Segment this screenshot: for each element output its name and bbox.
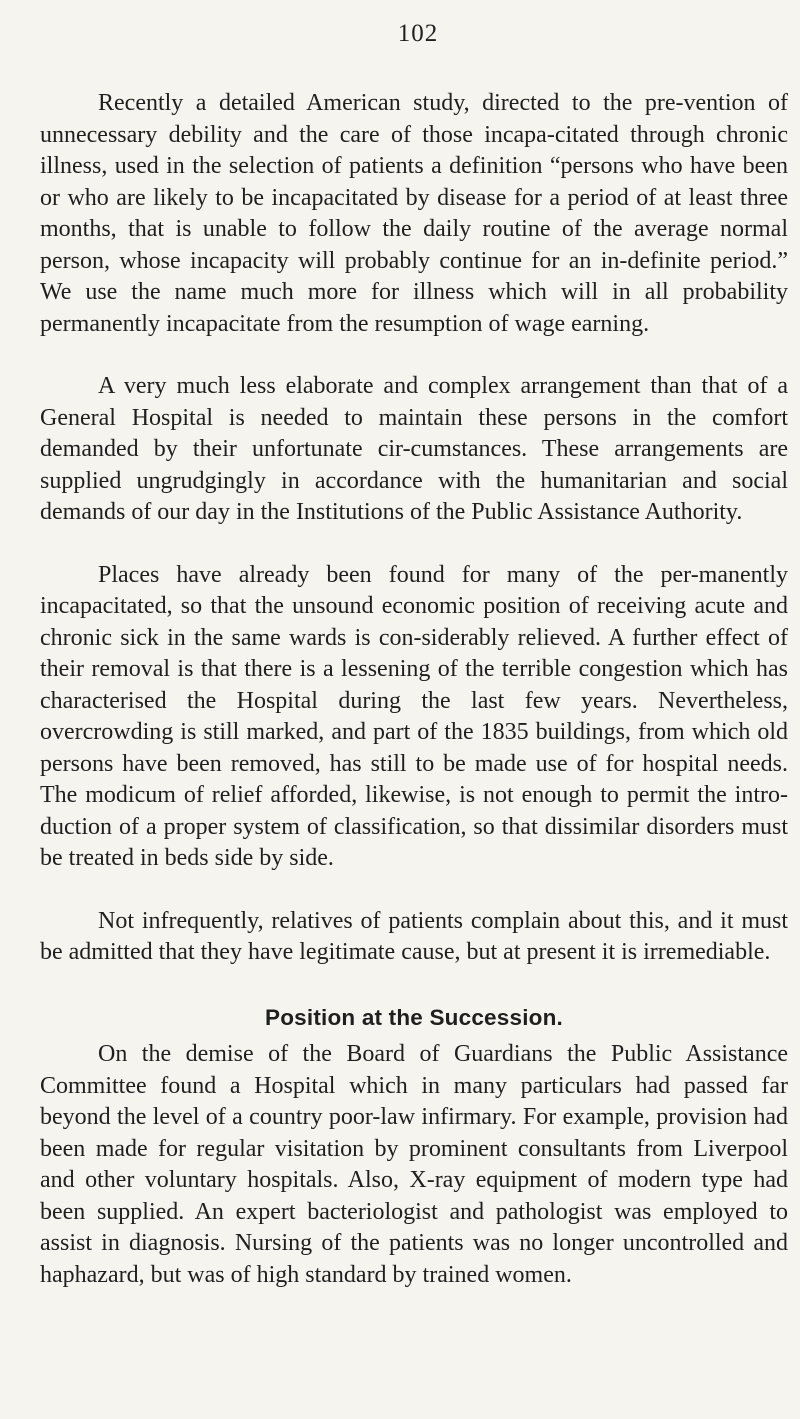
paragraph-1: Recently a detailed American study, directed to the pre-vention of unnecessary debility and the care of those incapa-citated through chronic illness, used in the selection of patients a definition “persons who have been or who are likely to be incapacitated by disease for a period of at least three months, that is unable to follow the daily routine of the average normal person, whose incapacity will probably continue for an in-definite period.” We use the name much more for illness which will in all probability permanently incapacitate from the resumption of wage earning. [40,90,788,337]
section-paragraph-1: On the demise of the Board of Guardians the Public Assistance Committee found a Hospital which in many particulars had passed far beyond the level of a country poor-law infirmary. For example, provision had been made for regular visitation by prominent consultants from Liverpool and other voluntary hospitals. Also, X-ray equipment of modern type had been supplied. An expert bacteriologist and pathologist was employed to assist in diagnosis. Nursing of the patients was no longer uncontrolled and haphazard, but was of high standard by trained women. [40,1041,788,1288]
page-number: 102 [397,20,439,47]
page-text [40,88,788,1291]
paragraph-2: A very much less elaborate and complex arrangement than that of a General Hospital is needed to maintain these persons in the comfort demanded by their unfortunate cir-cumstances. These arrangements are supplied ungrudgingly in accordance with the humanitarian and social demands of our day in the Institutions of the Public Assistance Authority. [40,373,788,525]
document-page [40,0,796,1419]
paragraph-4: Not infrequently, relatives of patients complain about this, and it must be admitted that they have legitimate cause, but at present it is irremediable. [40,907,788,965]
paragraph-3: Places have already been found for many of the per-manently incapacitated, so that the unsound economic position of receiving acute and chronic sick in the same wards is con-siderably relieved. A further effect of their removal is that there is a lessening of the terrible congestion which has characterised the Hospital during the last few years. Nevertheless, overcrowding is still marked, and part of the 1835 buildings, from which old persons have been removed, has still to be made use of for hospital needs. The modicum of relief afforded, likewise, is not enough to permit the intro-duction of a proper system of classification, so that dissimilar disorders must be treated in beds side by side. [40,561,788,871]
section-heading: Position at the Succession. [265,1004,563,1030]
